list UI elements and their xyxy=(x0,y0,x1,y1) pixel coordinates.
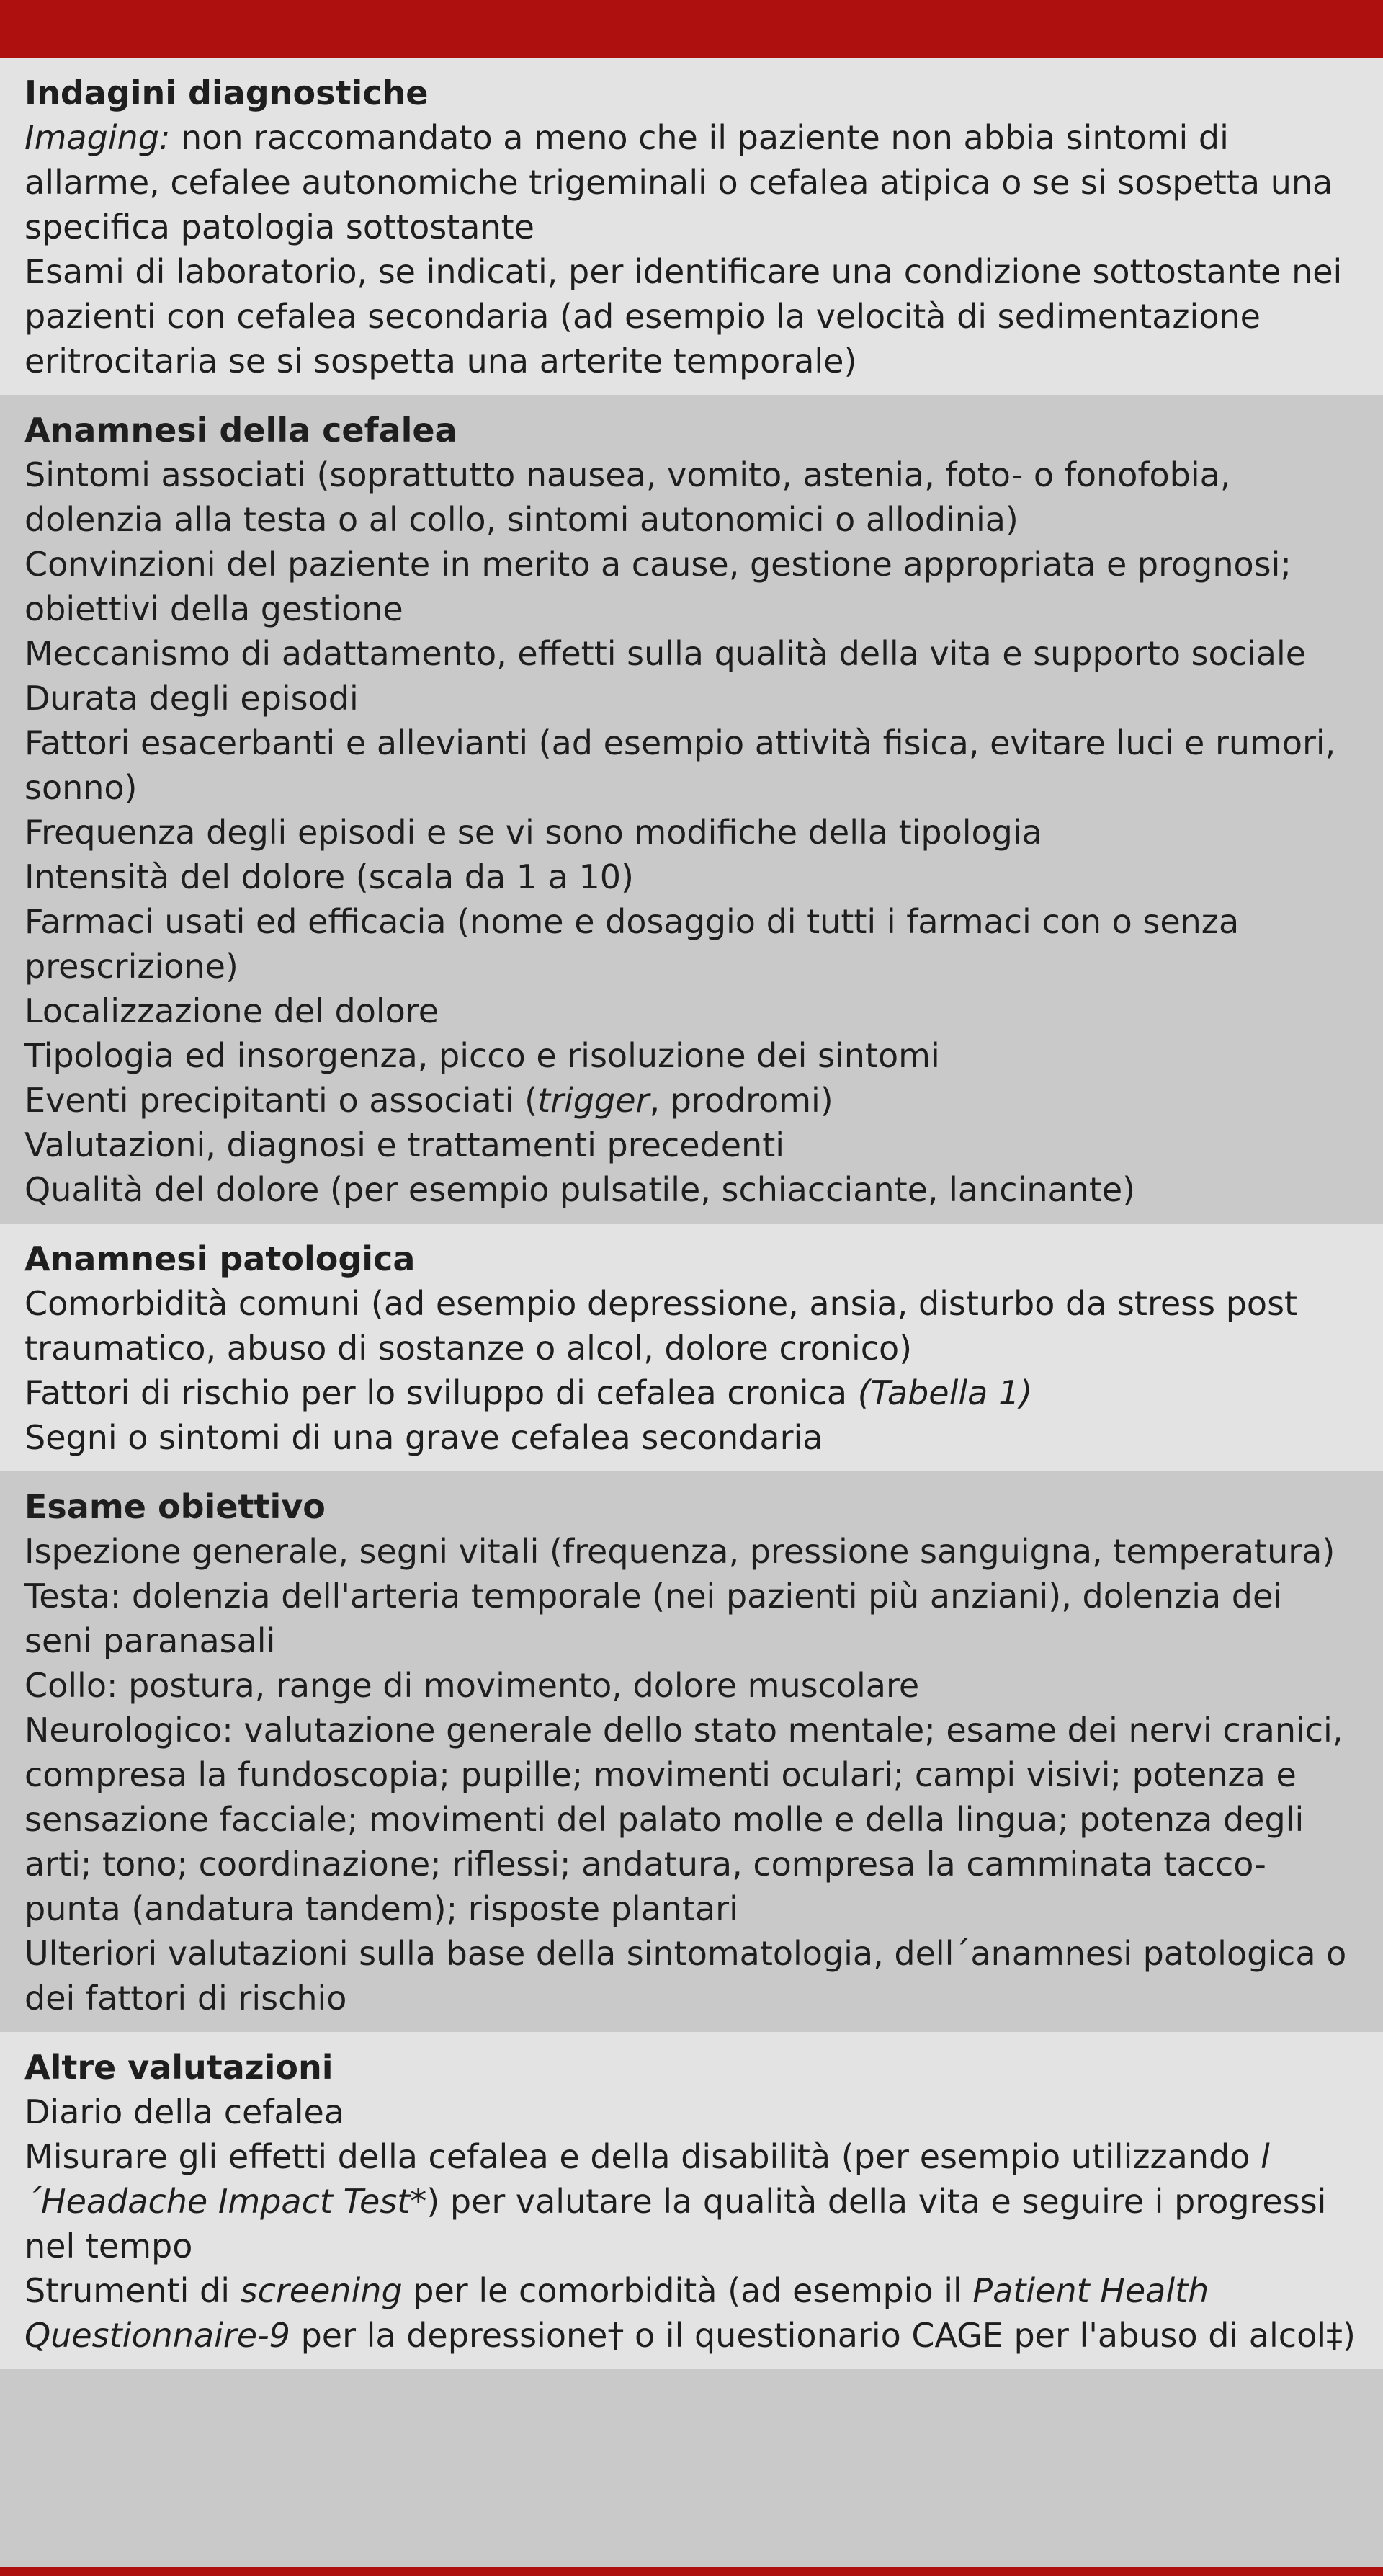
section-title: Indagini diagnostiche xyxy=(24,73,429,112)
item-text: Intensità del dolore (scala da 1 a 10) xyxy=(24,857,634,896)
item-text: per le comorbidità (ad esempio il xyxy=(402,2271,973,2310)
item-text: Tipologia ed insorgenza, picco e risoluzione dei sintomi xyxy=(24,1036,940,1075)
section-item xyxy=(24,676,1359,721)
section-item xyxy=(24,2090,1359,2134)
section-item xyxy=(24,1708,1359,1931)
section-item xyxy=(24,453,1359,542)
item-text: (Tabella 1) xyxy=(857,1373,1033,1412)
item-text: Esami di laboratorio, se indicati, per identificare una condizione sottostante nei pazienti con cefalea secondaria (ad esempio la velocità di sedimentazione eritrocitaria se si sospetta una arterite temporale) xyxy=(24,252,1343,380)
section-indagini-diagnostiche xyxy=(0,58,1383,395)
item-text: Neurologico: valutazione generale dello stato mentale; esame dei nervi cranici, compresa la fundoscopia; pupille; movimenti oculari; campi visivi; potenza e sensazione facciale; movimenti del palato molle e della lingua; potenza degli arti; tono; coordinazione; riflessi; andatura, compresa la camminata tacco-punta (andatura tandem); risposte plantari xyxy=(24,1711,1343,1928)
section-item xyxy=(24,2134,1359,2268)
item-text: Farmaci usati ed efficacia (nome e dosaggio di tutti i farmaci con o senza prescrizione) xyxy=(24,902,1240,986)
table-body xyxy=(0,58,1383,2369)
item-text: Misurare gli effetti della cefalea e della disabilità (per esempio utilizzando xyxy=(24,2137,1261,2176)
item-text: Sintomi associati (soprattutto nausea, vomito, astenia, foto- o fonofobia, dolenzia alla testa o al collo, sintomi autonomici o allodinia) xyxy=(24,455,1231,539)
item-text: Fattori esacerbanti e allevianti (ad esempio attività fisica, evitare luci e rumori, sonno) xyxy=(24,723,1336,807)
item-text: Ulteriori valutazioni sulla base della sintomatologia, dell´anamnesi patologica o dei fattori di rischio xyxy=(24,1934,1347,2018)
section-altre-valutazioni xyxy=(0,2032,1383,2369)
section-item xyxy=(24,1123,1359,1167)
section-item xyxy=(24,1281,1359,1371)
item-text: Eventi precipitanti o associati ( xyxy=(24,1081,538,1120)
section-item xyxy=(24,2268,1359,2358)
section-item xyxy=(24,115,1359,249)
item-text: Testa: dolenzia dell'arteria temporale (nei pazienti più anziani), dolenzia dei seni paranasali xyxy=(24,1577,1283,1660)
section-title: Esame obiettivo xyxy=(24,1487,326,1526)
item-text: , prodromi) xyxy=(649,1081,833,1120)
section-item xyxy=(24,810,1359,855)
section-item xyxy=(24,899,1359,989)
section-title: Altre valutazioni xyxy=(24,2048,334,2087)
item-text: Comorbidità comuni (ad esempio depressione, ansia, disturbo da stress post traumatico, abuso di sostanze o alcol, dolore cronico) xyxy=(24,1284,1298,1368)
item-text: per la depressione† o il questionario CAGE per l'abuso di alcol‡) xyxy=(290,2316,1356,2355)
footer-bar xyxy=(0,2567,1383,2576)
item-text: Imaging: xyxy=(24,118,171,157)
item-text: Meccanismo di adattamento, effetti sulla qualità della vita e supporto sociale xyxy=(24,634,1307,673)
item-text: Fattori di rischio per lo sviluppo di cefalea cronica xyxy=(24,1373,858,1412)
section-anamnesi-della-cefalea xyxy=(0,395,1383,1224)
section-item xyxy=(24,855,1359,899)
section-item xyxy=(24,1078,1359,1123)
section-item xyxy=(24,1033,1359,1078)
section-title: Anamnesi della cefalea xyxy=(24,411,457,450)
item-text: Collo: postura, range di movimento, dolore muscolare xyxy=(24,1666,920,1705)
item-text: Localizzazione del dolore xyxy=(24,991,439,1030)
item-text: screening xyxy=(240,2271,403,2310)
section-item xyxy=(24,249,1359,383)
item-text: trigger xyxy=(537,1081,650,1120)
section-item xyxy=(24,1574,1359,1663)
section-anamnesi-patologica xyxy=(0,1224,1383,1471)
section-item xyxy=(24,631,1359,676)
item-text: Durata degli episodi xyxy=(24,679,359,718)
section-item xyxy=(24,989,1359,1033)
item-text: Frequenza degli episodi e se vi sono modifiche della tipologia xyxy=(24,813,1042,852)
item-text: Diario della cefalea xyxy=(24,2093,344,2131)
section-esame-obiettivo xyxy=(0,1471,1383,2032)
section-item xyxy=(24,1663,1359,1708)
item-text: Patient Health Questionnaire-9 xyxy=(24,2271,1209,2355)
item-text: Valutazioni, diagnosi e trattamenti precedenti xyxy=(24,1126,785,1164)
section-item xyxy=(24,1529,1359,1574)
item-text: Convinzioni del paziente in merito a cause, gestione appropriata e prognosi; obiettivi della gestione xyxy=(24,545,1292,628)
item-text: Strumenti di xyxy=(24,2271,241,2310)
section-item xyxy=(24,721,1359,810)
section-item xyxy=(24,1371,1359,1415)
header-bar xyxy=(0,0,1383,58)
section-item xyxy=(24,1415,1359,1460)
item-text: Segni o sintomi di una grave cefalea secondaria xyxy=(24,1418,823,1457)
section-title: Anamnesi patologica xyxy=(24,1239,416,1278)
item-text: Ispezione generale, segni vitali (frequenza, pressione sanguigna, temperatura) xyxy=(24,1532,1335,1571)
section-item xyxy=(24,542,1359,631)
item-text: non raccomandato a meno che il paziente non abbia sintomi di allarme, cefalee autonomiche trigeminali o cefalea atipica o se si sospetta una specifica patologia sottostante xyxy=(24,118,1333,246)
section-item xyxy=(24,1931,1359,2020)
item-text: Qualità del dolore (per esempio pulsatile, schiacciante, lancinante) xyxy=(24,1170,1136,1209)
item-text: ) per valutare la qualità della vita e seguire i progressi nel tempo xyxy=(24,2182,1327,2265)
item-text: l´Headache Impact Test* xyxy=(24,2137,1270,2221)
section-item xyxy=(24,1167,1359,1212)
